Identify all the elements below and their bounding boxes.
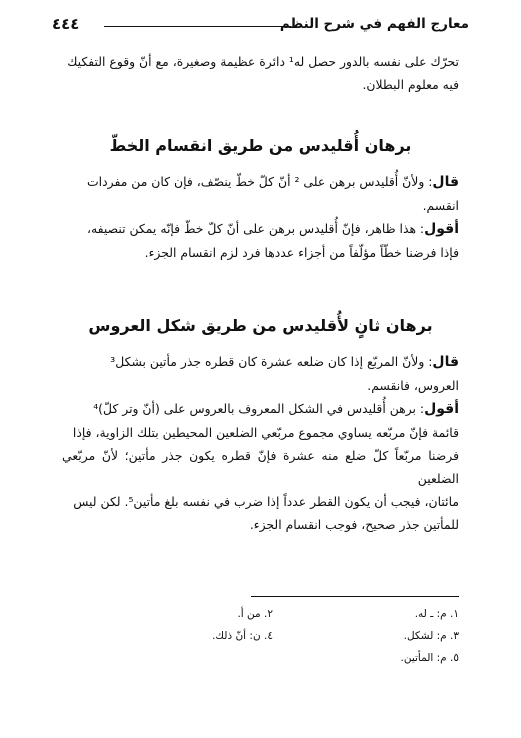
footnote: ٣. م: لشكل. [403, 630, 459, 642]
qala-label: قال [432, 354, 459, 370]
qala-paragraph [62, 170, 459, 217]
text-line [62, 350, 459, 374]
text-line: فإذا فرضنا خطّاً مؤلّفاً من أجزاء عددها فرد لزم انقسام الجزء. [144, 245, 459, 260]
qala-label: قال [432, 174, 459, 190]
qala-paragraph [62, 350, 459, 397]
text-line [62, 217, 459, 241]
text-line: فيه معلوم البطلان. [362, 77, 459, 92]
text-line: تحرّك على نفسه بالدور حصل له¹ دائرة عظيمة وصغيرة، مع أنّ وقوع التفكيك [67, 54, 459, 69]
aqulu-paragraph [62, 397, 459, 536]
header-rule [104, 26, 291, 27]
footnote: ١. م: ـ له. [414, 608, 459, 620]
footnote: ٤. ن: أنّ ذلك. [212, 630, 273, 642]
footnote: ٢. من أ. [237, 608, 273, 620]
intro-paragraph [62, 50, 459, 96]
aqulu-label: أقول [424, 221, 459, 237]
aqulu-label: أقول [424, 401, 459, 417]
text-line [62, 397, 459, 421]
text-line: قائمة فإنّ مربّعه يساوي مجموع مربّعي الضلعين المحيطين بتلك الزاوية، فإذا [72, 425, 459, 440]
section-heading: برهان أُقليدس من طريق انقسام الخطّ [109, 136, 412, 155]
aqulu-paragraph [62, 217, 459, 264]
section-heading: برهان ثانٍ لأُقليدس من طريق شكل العروس [88, 316, 433, 335]
text-line: انقسم. [422, 198, 459, 213]
text-line: للمأتين جذر صحيح، فوجب انقسام الجزء. [249, 517, 459, 532]
book-title: معارج الفهم في شرح النظم [279, 16, 469, 32]
aqulu-text: : برهن أُقليدس في الشكل المعروف بالعروس على (أنّ وتر كلّ)⁴ [93, 401, 425, 416]
text-line: العروس، فانقسم. [367, 378, 459, 393]
text-line [62, 170, 459, 194]
qala-text: : ولأنّ المربّع إذا كان ضلعه عشرة كان قطره جذر مأتين بشكل³ [110, 354, 433, 369]
aqulu-text: : هذا ظاهر، فإنّ أُقليدس برهن على أنّ كلّ خطّ فإنّه يمكن تنصيفه، [86, 221, 425, 236]
footnote-separator [251, 596, 459, 597]
page-number: ٤٤٤ [52, 15, 80, 33]
text-line: مائتان، فيجب أن يكون القطر عدداً إذا ضرب في نفسه بلغ مأتين⁵. لكن ليس [73, 494, 459, 509]
running-header [52, 16, 469, 38]
text-line: فرضنا مربّعاً كلّ ضلع منه عشرة فإنّ قطره يكون جذر مأتين؛ لأنّ مربّعي الضلعين [62, 448, 459, 486]
qala-text: : ولأنّ أُقليدس برهن على ² أنّ كلّ خطّ ينصّف، فإن كان من مفردات [86, 174, 433, 189]
footnote: ٥. م: المأتين. [400, 652, 459, 664]
